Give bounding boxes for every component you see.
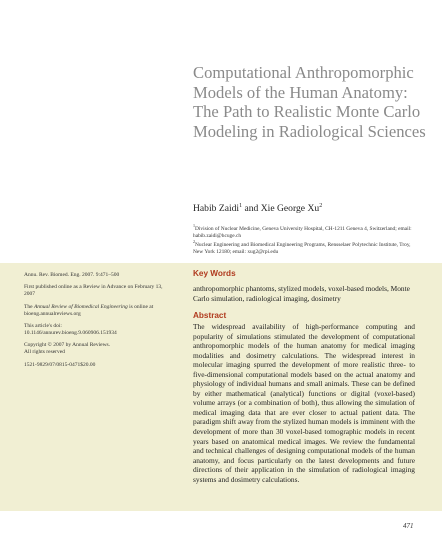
page-number: 471 <box>403 522 414 530</box>
author-line <box>193 203 433 214</box>
affiliation-text: Division of Nuclear Medicine, Geneva University Hospital, CH-1211 Geneva 4, Switzerland; email: habib.zaidi@hcuge.ch <box>193 225 412 239</box>
issn: 1521-9829/07/0815-0471$20.00 <box>24 361 96 368</box>
affiliation-text: Nuclear Engineering and Biomedical Engineering Programs, Rensselaer Polytechnic Institute, Troy, New York 12180; email: xug2@rpi.edu <box>193 241 411 255</box>
journal-online-note <box>24 304 172 318</box>
author-joiner: and <box>242 203 261 215</box>
affiliation <box>193 238 418 256</box>
first-published: First published online as a Review in Advance on February 13, 2007 <box>24 284 163 298</box>
citation: Annu. Rev. Biomed. Eng. 2007. 9:471–500 <box>24 272 120 278</box>
article-title: Computational Anthropomorphic Models of the Human Anatomy: The Path to Realistic Monte Carlo Modeling in Radiological Sciences <box>193 63 426 141</box>
doi-label: This article's doi: <box>24 323 62 330</box>
doi-link[interactable]: 10.1146/annurev.bioeng.9.060906.151934 <box>24 329 117 336</box>
affiliation-marker: 1 <box>193 223 195 228</box>
author-name: Xie George Xu <box>260 203 320 215</box>
abstract-text: The widespread availability of high-performance computing and popularity of simulations stimulated the development of computational anthropomorphic models of the human anatomy for medical imaging modalities and dosimetry calculations. The widespread interest in molecular imaging spurred the development of more realistic three- to five-dimensional computational models based on the actual anatomy and physiology of individual humans and small animals. These can be defined by either mathematical (analytical) functions or digital (voxel-based) volume arrays (or a combination of both), thus allowing the simulation of medical imaging data that are ever closer to actual patient data. The paradigm shift away from the stylized human models is imminent with the development of more than 30 voxel-based tomographic models in recent years based on anatomical medical images. We review the fundamental and technical challenges of designing computational models of the human anatomy, and focus particularly on the latest developments and future directions of their application in the simulation of radiological imaging systems and dosimetry calculations. <box>193 322 415 484</box>
author-affiliation-marker: 2 <box>319 203 323 209</box>
affiliation-marker: 2 <box>193 239 195 244</box>
keywords-text: anthropomorphic phantoms, stylized models, voxel-based models, Monte Carlo simulation, radiological imaging, dosimetry <box>193 284 410 303</box>
journal-suffix: is online at bioeng.annualreviews.org <box>24 303 154 317</box>
journal-name: Annual Review of Biomedical Engineering <box>33 303 128 310</box>
rights: All rights reserved <box>24 349 65 356</box>
doi-block <box>24 323 172 337</box>
keywords-heading: Key Words <box>193 269 236 278</box>
abstract-heading: Abstract <box>193 311 227 320</box>
copyright: Copyright © 2007 by Annual Reviews. <box>24 342 111 349</box>
author-affiliation-marker: 1 <box>239 203 243 209</box>
article-info-sidebar <box>24 272 172 374</box>
journal-prefix: The <box>24 303 34 310</box>
author-name: Habib Zaidi <box>193 203 240 215</box>
copyright-block <box>24 342 172 356</box>
